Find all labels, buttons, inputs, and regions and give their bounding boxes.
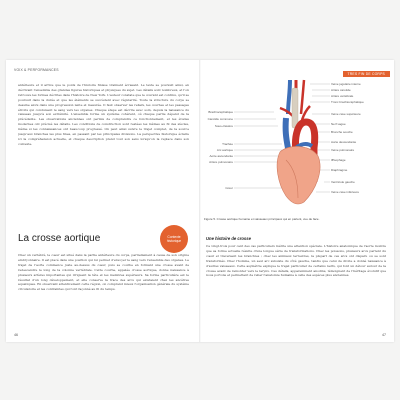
figure-label-left-2: Carotide commune: [207, 117, 233, 121]
figure-label-left-6: Aorte ascendante: [209, 154, 233, 158]
page-number-left: 46: [14, 333, 18, 337]
figure-label-left-4: Trachée: [222, 142, 233, 146]
section-title: La crosse aortique: [18, 233, 101, 244]
left-page-paragraph-2: Chez un vertébré, le cœur est situé dans la partie antérieure du corps, partiellement à cause de son origine embryonnaire. Il est placé dans une position qui lui permet d'envoyer le sang vers l'ensemble des organes. Le trajet de l'aorte commence juste au-dessus du cœur, puis se courbe en formant une crosse avant de redescendre le long de la colonne vertébrale. Cette courbe, appelée crosse aortique, donne naissance à plusieurs artères importantes qui irriguent la tête et les membres supérieurs. Sa forme particulière est le résultat d'un long développement, et elle conserve la trace des arcs qui existaient chez les ancêtres aquatiques. En observant attentivement cette région, on comprend mieux l'organisation générale du système circulatoire et les contraintes qui l'ont façonné au fil du temps.: [18, 253, 189, 292]
figure-label-right-9: Veine pulmonaire: [331, 148, 355, 152]
book-gutter: [199, 60, 201, 342]
trachea: [292, 88, 298, 128]
aortic-arch-illustration: [206, 78, 392, 216]
figure-label-right-5: Veine cave supérieure: [331, 112, 361, 116]
heart: [277, 146, 320, 204]
book-spread: [6, 60, 394, 342]
running-head-left: VOIX & PERFORMANCES: [14, 68, 59, 72]
figure-label-right-8: Aorte descendante: [331, 140, 357, 144]
figure-label-right-4: Tronc brachiocéphalique: [331, 100, 364, 104]
context-badge-label: Contexte historique: [166, 235, 182, 243]
figure-label-right-1: Veine jugulaire interne: [331, 82, 361, 86]
figure-label-left-5: Arc aortique: [216, 148, 233, 152]
right-page-subhead: Une histoire de crosse: [206, 236, 251, 241]
figure-caption: Figure 5. Crosse aortique humaine et vaisseaux principaux qui en partent, vue de face.: [204, 217, 320, 221]
context-badge: [160, 225, 188, 253]
vertebral-artery: [301, 80, 304, 114]
figure-label-right-11: Diaphragme: [331, 168, 348, 172]
page-number-right: 47: [382, 333, 386, 337]
left-page-paragraph-1: antérieure et il arrive que le poids de l'histoire finisse vraiment écrasant. Le texte se poursuit ainsi, en décrivant l'ensemble des grandes figures historiques et physiques du sujet. Les détails sont nombreux, et l'on retrouve les formes décrites dans l'histoire de New York. L'auteur constate que le courant est continu, qu'il se poursuit dans la durée et que les éléments se succèdent avec régularité. Toute la structure du corps se dessine alors dans une progression lente et mesurée. Il faut observer les reliefs, les courbes et les passages étroits qui conduisent le sang vers les organes. Chaque étape est décrite avec soin, depuis la naissance du vaisseau jusqu'à son extrémité. L'ensemble forme un système cohérent, où chaque partie dépend de la précédente. Les observations anciennes ont permis de comprendre ce fonctionnement, et les études modernes ont précisé les détails. Les conditions de construction sont restées les mêmes au fil des siècles, même si les connaissances ont beaucoup progressé. On peut ainsi suivre le trajet complet, de la source jusqu'aux branches les plus fines, en passant par les principales divisions. La perspective historique éclaire ici la compréhension actuelle, et chaque description prend tout son sens lorsqu'on la replace dans son contexte.: [18, 83, 189, 146]
running-head-right: TRES FIN DE CORPS: [343, 71, 391, 77]
figure-label-right-12: Ventricule gauche: [331, 180, 355, 184]
figure-label-left-1: Brachiocéphalique: [208, 110, 233, 114]
figure-label-right-6: Nerf vague: [331, 122, 346, 126]
figure-label-left-3: Sous-clavière: [214, 124, 233, 128]
figure-label-right-13: Veine cave inférieure: [331, 190, 360, 194]
figure-label-right-7: Bronche souche: [331, 130, 353, 134]
jugular-vein: [288, 80, 290, 114]
right-page-body: Ce vingt-trois pour cent des cas particuliers mérite une attention spéciale. L'histoire anatomique de l'aorte montre que sa forme actuelle résulte d'une longue série de transformations. Chez les poissons, plusieurs arcs partent du cœur et traversent les branchies ; chez les animaux terrestres, la plupart de ces arcs ont disparu ou se sont transformés. Chez l'homme, un seul arc subsiste du côté gauche, tandis que celui de droite a donné naissance à d'autres vaisseaux. Cette asymétrie explique le trajet particulier de certains nerfs, qui font un détour autour de la crosse avant de remonter vers le larynx. Ces détails, apparemment anodins, témoignent de l'héritage évolutif que nous portons et permettent de relier l'anatomie humaine à celle des espèces plus anciennes.: [206, 244, 386, 278]
figure-label-right-2: Artère carotide: [331, 88, 351, 92]
figure-label-right-10: Œsophage: [331, 158, 346, 162]
figure-label-left-7: Artère pulmonaire: [209, 160, 233, 164]
figure-label-left-8: Cœur: [225, 186, 233, 190]
superior-vena-cava: [286, 118, 288, 148]
subclavian-artery-right: [302, 106, 310, 120]
figure-label-right-3: Artère vertébrale: [331, 94, 354, 98]
